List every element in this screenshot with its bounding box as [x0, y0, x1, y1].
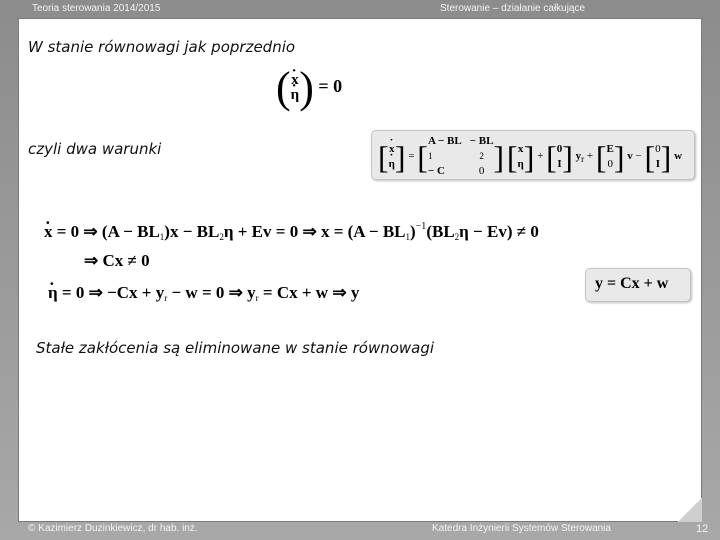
- header-course: Teoria sterowania 2014/2015: [32, 3, 161, 14]
- output-equation: y = Cx + w: [595, 275, 669, 292]
- derivation-row-2: ⇒ Cx ≠ 0: [84, 251, 150, 270]
- derivation-row-3: · η = 0 ⇒ $-Cx + y_r - w = 0$ ⇒ $y_r = Cx + w$ ⇒ y: [48, 283, 359, 303]
- page-number: 12: [696, 523, 709, 535]
- text-line1: W stanie równowagi jak poprzednio: [28, 38, 296, 56]
- footer-department: Katedra Inżynierii Systemów Sterowania: [432, 523, 611, 534]
- equilibrium-equation: ( · x · η ) = 0: [276, 66, 342, 110]
- state-space-equation: [ · x · η ] = [ A − BL 1 − C − BL 2 0 ] [ x η ] + [ 0 I ] $y_r$ + [ E 0 ] v − [ 0 I ] w: [378, 134, 682, 179]
- derivation-row-1: · x = 0 ⇒ $(A - BL_1)x - BL_2\eta + Ev = 0$ ⇒ $x = (A - BL_1)^{-1}(BL_2\eta - Ev) \ne 0$: [44, 221, 539, 242]
- eq-top-eta: · η: [291, 88, 300, 103]
- text-line2: czyli dwa warunki: [28, 140, 162, 158]
- text-line3: Stałe zakłócenia są eliminowane w stanie równowagi: [36, 339, 435, 357]
- footer-author: © Kazimierz Duzinkiewicz, dr hab. inż.: [28, 523, 198, 534]
- eq-top-x: · x: [291, 73, 300, 88]
- page-curl: [678, 498, 702, 522]
- eq-top-zero: = 0: [318, 76, 343, 97]
- header-topic: Sterowanie – działanie całkujące: [440, 3, 586, 14]
